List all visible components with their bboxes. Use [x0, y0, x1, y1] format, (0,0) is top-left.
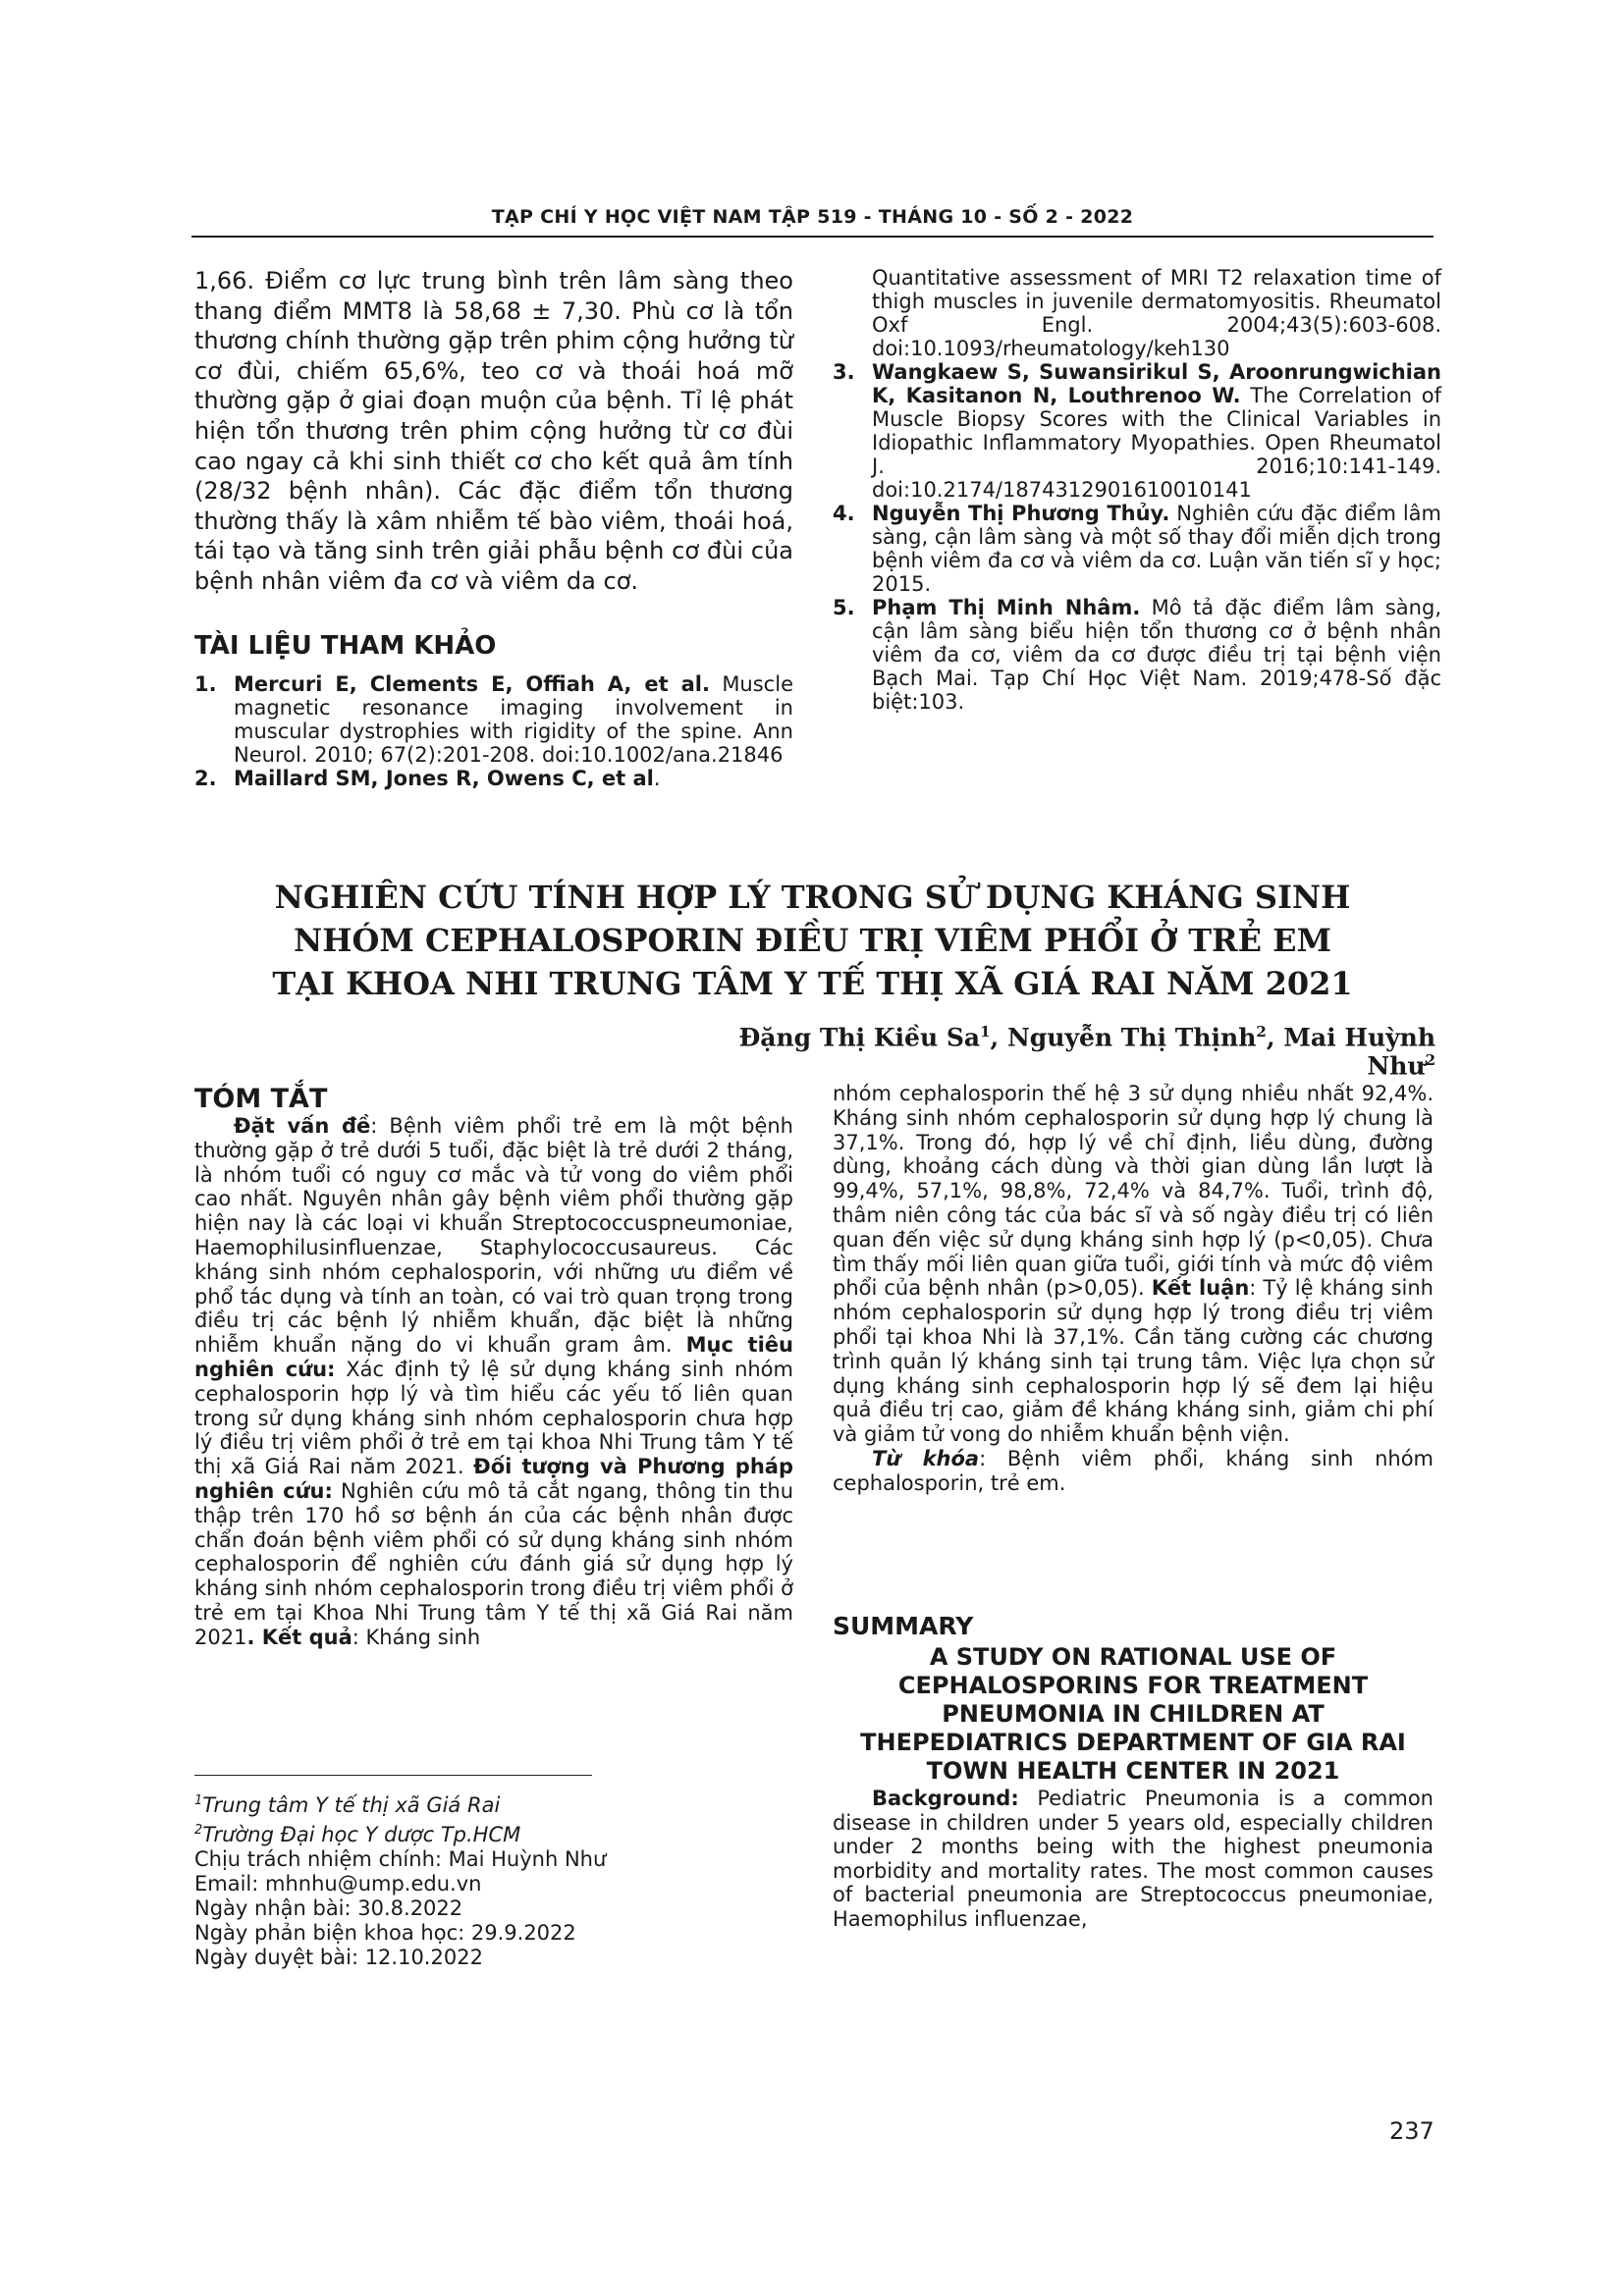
- author-separator: ,: [1266, 1023, 1284, 1052]
- references-list-right: [833, 266, 1441, 714]
- previous-article-conclusion: 1,66. Điểm cơ lực trung bình trên lâm sàng theo thang điểm MMT8 là 58,68 ± 7,30. Phù cơ là tổn thương chính thường gặp trên phim cộng hưởng từ cơ đùi, chiếm 65,6%, teo cơ và thoái hoá mỡ thường gặp ở giai đoạn muộn của bệnh. Tỉ lệ phát hiện tổn thương trên phim cộng hưởng từ cơ đùi cao ngay cả khi sinh thiết cơ cho kết quả âm tính (28/32 bệnh nhân). Các đặc điểm tổn thương thường thấy là xâm nhiễm tế bào viêm, thoái hoá, tái tạo và tăng sinh trên giải phẫu bệnh cơ đùi của bệnh nhân viêm đa cơ và viêm da cơ.: [194, 267, 793, 595]
- abstract-label-objective: Mục tiêu nghiên cứu:: [194, 1333, 793, 1381]
- abstract-keywords-text: : Bệnh viêm phổi, kháng sinh nhóm cephalosporin, trẻ em.: [833, 1446, 1434, 1495]
- reference-text: [872, 360, 1441, 502]
- reference-body: .: [653, 767, 661, 790]
- footnote-marker: 1: [194, 1793, 203, 1808]
- reference-item: [194, 767, 793, 790]
- date-received: Ngày nhận bài: 30.8.2022: [194, 1896, 463, 1920]
- footnotes: [194, 1789, 744, 1970]
- abstract-background-text: : Bệnh viêm phổi trẻ em là một bệnh thường gặp ở trẻ dưới 5 tuổi, đặc biệt là trẻ dưới 2 tháng, là nhóm tuổi có nguy cơ mắc và tử vong do viêm phổi cao nhất. Nguyên nhân gây bệnh viêm phổi thường gặp hiện nay là các loại vi khuẩn Streptococcuspneumoniae, Haemophilusinfluenzae, Staphylococcusaureus. Các kháng sinh nhóm cephalosporin, với những ưu điểm về phổ tác dụng và tính an toàn, có vai trò quan trọng trong điều trị các bệnh lý nhiễm khuẩn, đặc biệt là những nhiễm khuẩn nặng do vi khuẩn gram âm.: [194, 1114, 793, 1358]
- english-background-text: Pediatric Pneumonia is a common disease in children under 5 years old, especially children under 2 months being with the highest pneumonia morbidity and mortality rates. The most common causes of bacterial pneumonia are Streptococcus pneumoniae, Haemophilus influenzae,: [833, 1787, 1434, 1931]
- english-title-line: PNEUMONIA IN CHILDREN AT: [942, 1700, 1325, 1728]
- reference-text: [234, 672, 793, 767]
- abstract-heading: TÓM TẮT: [194, 1084, 328, 1114]
- footnote-affiliation-1: [194, 1789, 744, 1818]
- reference-continuation: Quantitative assessment of MRI T2 relaxation time of thigh muscles in juvenile dermatomyositis. Rheumatol Oxf Engl. 2004;43(5):603-608. doi:10.1093/rheumatology/keh130: [872, 266, 1441, 360]
- abstract-right-column: [833, 1082, 1434, 1496]
- reference-item: [833, 502, 1441, 596]
- author-separator: ,: [990, 1023, 1007, 1052]
- date-reviewed: Ngày phản biện khoa học: 29.9.2022: [194, 1921, 576, 1945]
- english-title-line: CEPHALOSPORINS FOR TREATMENT: [897, 1672, 1369, 1699]
- author-affiliation: 2: [1425, 1051, 1435, 1070]
- reference-text: [234, 767, 793, 790]
- reference-body: Muscle magnetic resonance imaging involvement in muscular dystrophies with rigidity of the spine. Ann Neurol. 2010; 67(2):201-208. doi:10.1002/ana.21846: [234, 672, 793, 767]
- summary-heading: SUMMARY: [833, 1612, 974, 1640]
- footnote-marker: 2: [194, 1823, 203, 1838]
- footnote-divider: [194, 1775, 592, 1776]
- abstract-results-continued-text: nhóm cephalosporin thế hệ 3 sử dụng nhiều nhất 92,4%. Kháng sinh nhóm cephalosporin sử dụng hợp lý chung là 37,1%. Trong đó, hợp lý về chỉ định, liều dùng, đường dùng, khoảng cách dùng và thời gian dùng lần lượt là 99,4%, 57,1%, 98,8%, 72,4% và 84,7%. Tuổi, trình độ, thâm niên công tác của bác sĩ và số ngày điều trị có liên quan đến việc sử dụng kháng sinh hợp lý (p<0,05). Chưa tìm thấy mối liên quan giữa tuổi, giới tính và mức độ viêm phổi của bệnh nhân (p>0,05).: [833, 1082, 1434, 1301]
- reference-number: 2.: [194, 767, 217, 790]
- author-name: Nguyễn Thị Thịnh: [1006, 1023, 1257, 1052]
- author-affiliation: 2: [1256, 1023, 1267, 1041]
- reference-authors: Maillard SM, Jones R, Owens C, et al: [234, 767, 654, 790]
- corresponding-email: Email: mhnhu@ump.edu.vn: [194, 1872, 482, 1896]
- reference-authors: Nguyễn Thị Phương Thủy.: [872, 502, 1170, 525]
- abstract-results-continued: [833, 1082, 1434, 1447]
- abstract-keywords: [833, 1447, 1434, 1496]
- abstract-left-column: [194, 1114, 793, 1650]
- author-name: Đặng Thị Kiều Sa: [738, 1023, 981, 1052]
- english-title: [833, 1643, 1434, 1786]
- abstract-results-text: : Kháng sinh: [352, 1625, 481, 1649]
- reference-authors: Mercuri E, Clements E, Offiah A, et al.: [234, 672, 710, 696]
- reference-authors: Phạm Thị Minh Nhâm.: [872, 596, 1141, 619]
- article-authors: [687, 1023, 1435, 1081]
- abstract-label-keywords: Từ khóa: [872, 1446, 980, 1470]
- date-accepted: Ngày duyệt bài: 12.10.2022: [194, 1946, 483, 1969]
- reference-number: 3.: [833, 360, 855, 384]
- reference-item: [833, 360, 1441, 502]
- reference-text: [872, 596, 1441, 714]
- journal-header: TẠP CHÍ Y HỌC VIỆT NAM TẬP 519 - THÁNG 10 - SỐ 2 - 2022: [491, 206, 1134, 228]
- abstract-label-background: Đặt vấn đề: [234, 1114, 371, 1138]
- reference-item: [194, 672, 793, 767]
- reference-number: 1.: [194, 672, 217, 696]
- abstract-label-conclusion: Kết luận: [1151, 1276, 1250, 1301]
- footnote-text: Trường Đại học Y dược Tp.HCM: [202, 1823, 521, 1846]
- abstract-label-methods: Đối tượng và Phương pháp nghiên cứu:: [194, 1455, 793, 1503]
- english-abstract: [833, 1787, 1434, 1932]
- abstract-methods-text: Nghiên cứu mô tả cắt ngang, thông tin thu thập trên 170 hồ sơ bệnh án của các bệnh nhân được chẩn đoán bệnh viêm phổi có sử dụng kháng sinh nhóm cephalosporin để nghiên cứu đánh giá sử dụng hợp lý kháng sinh nhóm cephalosporin trong điều trị viêm phổi ở trẻ em tại Khoa Nhi Trung tâm Y tế thị xã Giá Rai năm 2021: [194, 1478, 794, 1649]
- footnote-affiliation-2: [194, 1818, 744, 1847]
- english-title-line: THEPEDIATRICS DEPARTMENT OF GIA RAI: [860, 1729, 1406, 1756]
- references-list-left: [194, 672, 793, 790]
- reference-body: Nghiên cứu đặc điểm lâm sàng, cận lâm sàng và một số thay đổi miễn dịch trong bệnh viêm đa cơ và viêm da cơ. Luận văn tiến sĩ y học; 2015.: [872, 502, 1441, 596]
- reference-number: 4.: [833, 502, 855, 525]
- reference-text: [872, 502, 1441, 596]
- page-number: 237: [1389, 2117, 1435, 2145]
- references-heading: TÀI LIỆU THAM KHẢO: [194, 631, 497, 661]
- abstract-conclusion-text: : Tỷ lệ kháng sinh nhóm cephalosporin sử dụng hợp lý trong điều trị viêm phổi tại khoa Nhi là 37,1%. Cần tăng cường các chương trình quản lý kháng sinh tại trung tâm. Việc lựa chọn sử dụng kháng sinh cephalosporin hợp lý sẽ đem lại hiệu quả điều trị cao, giảm đề kháng kháng sinh, giảm chi phí và giảm tử vong do nhiễm khuẩn bệnh viện.: [833, 1276, 1434, 1447]
- reference-item: [833, 596, 1441, 714]
- author-name: Mai Huỳnh Như: [1283, 1023, 1435, 1081]
- article-title-line: NHÓM CEPHALOSPORIN ĐIỀU TRỊ VIÊM PHỔI Ở TRẺ EM: [294, 922, 1331, 959]
- abstract-label-results: . Kết quả: [246, 1625, 352, 1649]
- reference-authors: Wangkaew S, Suwansirikul S, Aroonrungwichian K, Kasitanon N, Louthrenoo W.: [872, 360, 1441, 407]
- corresponding-author: Chịu trách nhiệm chính: Mai Huỳnh Như: [194, 1847, 607, 1871]
- article-title: [191, 876, 1434, 1005]
- reference-number: 5.: [833, 596, 855, 619]
- article-title-line: NGHIÊN CỨU TÍNH HỢP LÝ TRONG SỬ DỤNG KHÁNG SINH: [274, 879, 1351, 916]
- english-title-line: A STUDY ON RATIONAL USE OF: [929, 1643, 1337, 1671]
- footnote-text: Trung tâm Y tế thị xã Giá Rai: [202, 1793, 501, 1817]
- english-label-background: Background:: [872, 1787, 1019, 1810]
- english-title-line: TOWN HEALTH CENTER IN 2021: [926, 1757, 1340, 1785]
- article-title-line: TẠI KHOA NHI TRUNG TÂM Y TẾ THỊ XÃ GIÁ RAI NĂM 2021: [272, 965, 1353, 1002]
- abstract-objective-text: Xác định tỷ lệ sử dụng kháng sinh nhóm cephalosporin hợp lý và tìm hiểu các yếu tố liên quan trong sử dụng kháng sinh nhóm cephalosporin chưa hợp lý điều trị viêm phổi ở trẻ em tại khoa Nhi Trung tâm Y tế thị xã Giá Rai năm 2021.: [194, 1357, 793, 1479]
- reference-body: The Correlation of Muscle Biopsy Scores with the Clinical Variables in Idiopathic Inflammatory Myopathies. Open Rheumatol J. 2016;10:141-149. doi:10.2174/1874312901610010141: [872, 384, 1442, 502]
- header-divider: [191, 236, 1434, 238]
- author-affiliation: 1: [980, 1023, 991, 1041]
- reference-body: Mô tả đặc điểm lâm sàng, cận lâm sàng biểu hiện tổn thương cơ ở bệnh nhân viêm đa cơ, viêm da cơ được điều trị tại bệnh viện Bạch Mai. Tạp Chí Học Việt Nam. 2019;478-Số đặc biệt:103.: [872, 596, 1441, 714]
